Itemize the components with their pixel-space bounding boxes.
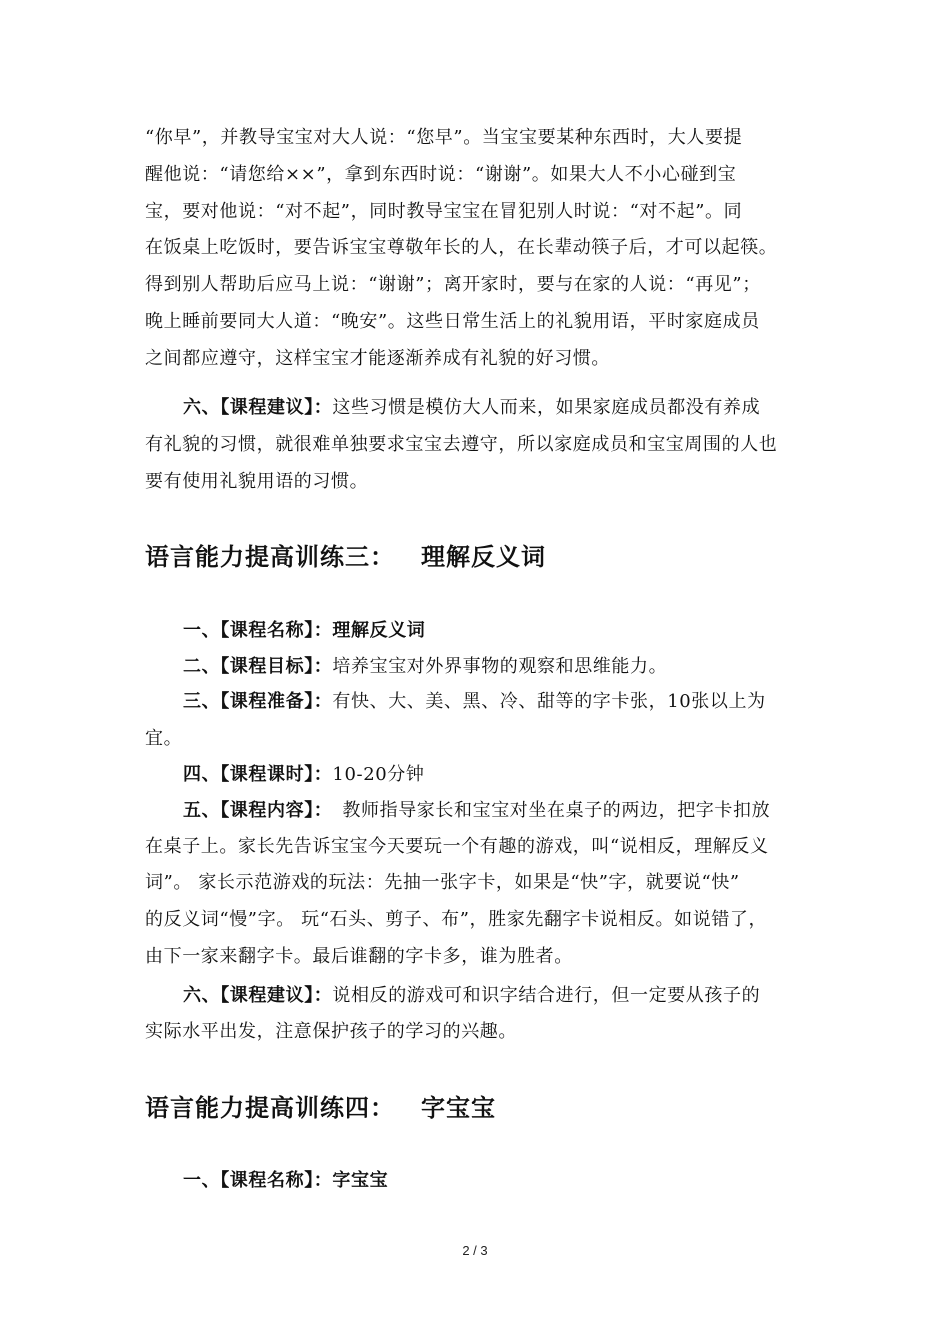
course-goal [183, 655, 667, 679]
section-title: 语言能力提高训练四： [145, 1094, 395, 1122]
paragraph-line: 词”。 家长示范游戏的玩法：先抽一张字卡，如果是“快”字，就要说“快” [145, 872, 740, 893]
section-subtitle: 字宝宝 [421, 1094, 496, 1122]
paragraph-line: 在饭桌上吃饭时，要告诉宝宝尊敬年长的人，在长辈动筷子后，才可以起筷。 [145, 237, 778, 258]
section-heading [145, 537, 546, 572]
paragraph-line: 在桌子上。家长先告诉宝宝今天要玩一个有趣的游戏，叫“说相反，理解反义 [145, 836, 769, 857]
course-name-value: 字宝宝 [332, 1170, 389, 1191]
course-suggestion [183, 396, 760, 420]
paragraph-line: 由下一家来翻字卡。最后谁翻的字卡多，谁为胜者。 [145, 946, 573, 967]
course-goal-value: 培养宝宝对外界事物的观察和思维能力。 [332, 656, 668, 677]
section-title: 语言能力提高训练三： [145, 543, 395, 571]
course-prep-label: 三、【课程准备】： [183, 691, 333, 712]
course-prep [183, 690, 766, 714]
paragraph-line: 的反义词“慢”字。 玩“石头、剪子、布”，胜家先翻字卡说相反。如说错了， [145, 909, 768, 930]
course-time-value: 10-20分钟 [332, 764, 425, 785]
course-name-label: 一、【课程名称】： [183, 1170, 333, 1191]
course-prep-value: 有快、大、美、黑、冷、甜等的字卡张，10张以上为 [332, 691, 766, 712]
section-heading [145, 1088, 496, 1123]
course-goal-label: 二、【课程目标】： [183, 656, 333, 677]
page-number: 2 / 3 [462, 1243, 488, 1258]
course-name [183, 1169, 388, 1193]
course-name-label: 一、【课程名称】： [183, 620, 333, 641]
course-suggestion-text: 说相反的游戏可和识字结合进行，但一定要从孩子的 [332, 985, 761, 1006]
course-suggestion-text: 这些习惯是模仿大人而来，如果家庭成员都没有养成 [332, 397, 761, 418]
paragraph-line: 晚上睡前要同大人道：“晚安”。这些日常生活上的礼貌用语，平时家庭成员 [145, 311, 760, 332]
course-time [183, 763, 425, 787]
course-content-text: 教师指导家长和宝宝对坐在桌子的两边，把字卡扣放 [342, 800, 771, 821]
section-subtitle: 理解反义词 [421, 543, 546, 571]
paragraph-line: 宜。 [145, 728, 183, 749]
paragraph-line: 得到别人帮助后应马上说：“谢谢”；离开家时，要与在家的人说：“再见”； [145, 274, 761, 295]
paragraph-line: “你早”，并教导宝宝对大人说：“您早”。当宝宝要某种东西时，大人要提 [145, 127, 743, 148]
paragraph-line: 实际水平出发，注意保护孩子的学习的兴趣。 [145, 1021, 517, 1042]
paragraph-line: 要有使用礼貌用语的习惯。 [145, 471, 369, 492]
paragraph-line: 宝，要对他说：“对不起”，同时教导宝宝在冒犯别人时说：“对不起”。同 [145, 201, 743, 222]
course-suggestion-label: 六、【课程建议】： [183, 985, 333, 1006]
paragraph-line: 醒他说：“请您给××”，拿到东西时说：“谢谢”。如果大人不小心碰到宝 [145, 164, 737, 185]
course-name-value: 理解反义词 [332, 620, 426, 641]
paragraph-line: 之间都应遵守，这样宝宝才能逐渐养成有礼貌的好习惯。 [145, 348, 610, 369]
course-time-label: 四、【课程课时】： [183, 764, 333, 785]
paragraph-line: 有礼貌的习惯，就很难单独要求宝宝去遵守，所以家庭成员和宝宝周围的人也 [145, 434, 778, 455]
course-suggestion-label: 六、【课程建议】： [183, 397, 333, 418]
course-suggestion [183, 984, 760, 1008]
course-name [183, 619, 425, 643]
course-content [183, 799, 770, 823]
course-content-label: 五、【课程内容】： [183, 800, 333, 821]
